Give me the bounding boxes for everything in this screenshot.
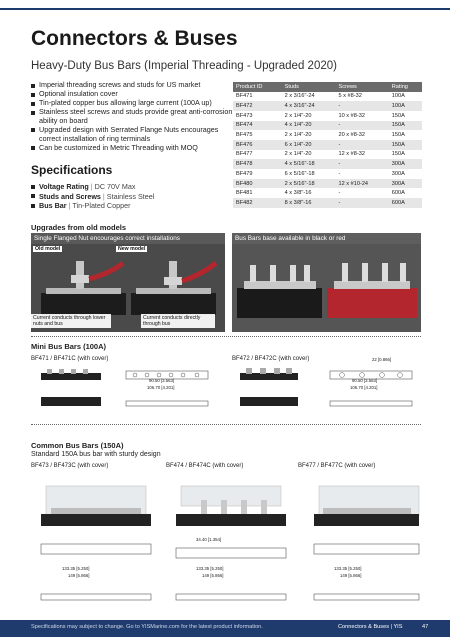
dimension-label: 133.35 [5.250] — [334, 566, 362, 571]
table-header: Product ID — [233, 82, 282, 92]
table-cell: BF480 — [233, 179, 282, 189]
table-cell: - — [336, 159, 389, 169]
dimension-label: 106.70 [4.201] — [350, 385, 378, 390]
dimension-label: 90.50 [3.563] — [149, 378, 175, 383]
common-bus-bar-drawings — [31, 472, 421, 614]
table-row — [233, 92, 422, 102]
table-cell: BF477 — [236, 151, 253, 158]
new-model-label: New model — [118, 246, 146, 252]
spec-separator: | — [90, 182, 93, 191]
table-header: Screws — [336, 82, 389, 92]
bf471-drawings — [31, 365, 221, 417]
page-title: Connectors & Buses — [31, 27, 238, 50]
table-cell: BF475 — [236, 132, 253, 139]
table-row — [233, 169, 422, 179]
table-cell: 20 x #8-32 — [338, 132, 365, 139]
table-row — [233, 150, 422, 160]
feature-item: Optional insulation cover — [31, 90, 236, 99]
photo-caption: Single Flanged Nut encourages correct installations — [31, 233, 225, 244]
dimension-label: 22 [0.866] — [372, 357, 392, 362]
dimension-label: 133.35 [5.250] — [62, 566, 90, 571]
table-cell: BF472 — [233, 101, 282, 111]
spec-value: Tin-Plated Copper — [72, 201, 131, 210]
table-cell: 10 x #8-32 — [338, 112, 365, 119]
table-cell: 600A — [391, 190, 405, 197]
table-cell: - — [338, 170, 341, 177]
table-cell: 5 x #8-32 — [338, 93, 362, 100]
footer-disclaimer: Specifications may subject to change. Go to YISMarine.com for the latest product information. — [31, 624, 263, 630]
table-row — [233, 188, 422, 198]
table-cell: 12 x #8-32 — [338, 151, 365, 158]
table-row — [233, 101, 422, 111]
feature-list — [31, 81, 236, 153]
model-label-bf474: BF474 / BF474C (with cover) — [166, 463, 244, 469]
feature-item: Stainless steel screws and studs provide great anti-corrosion ability on board — [31, 108, 236, 125]
table-cell: 4 x 1/4"-20 — [282, 121, 336, 131]
old-model-label: Old model — [35, 246, 61, 252]
table-header: Rating — [389, 82, 422, 92]
dimension-label: 149 [5.866] — [68, 573, 90, 578]
table-cell: BF479 — [236, 170, 253, 177]
dimension-label: 34.40 [1.354] — [196, 537, 222, 542]
dimension-label: 149 [5.866] — [202, 573, 224, 578]
specifications-heading: Specifications — [31, 163, 113, 177]
spec-item — [31, 182, 236, 192]
model-label-bf473: BF473 / BF473C (with cover) — [31, 463, 109, 469]
mini-bus-bars-heading: Mini Bus Bars (100A) — [31, 342, 107, 351]
table-cell: 4 x 5/16"-18 — [282, 159, 336, 169]
table-cell: 2 x 1/4"-20 — [284, 112, 312, 119]
table-row — [233, 111, 422, 121]
table-cell: 600A — [389, 198, 422, 208]
feature-item: Can be customized in Metric Threading with MOQ — [31, 144, 236, 153]
model-label-bf472: BF472 / BF472C (with cover) — [232, 356, 310, 362]
table-row — [233, 130, 422, 140]
feature-item: Imperial threading screws and studs for US market — [31, 81, 236, 90]
table-header-row — [233, 82, 422, 92]
spec-separator: | — [68, 201, 71, 210]
table-cell: 2 x 3/16"-24 — [284, 93, 315, 100]
page-footer — [0, 620, 450, 637]
table-cell: BF473 — [236, 112, 253, 119]
bf472-drawings — [232, 365, 422, 417]
common-bus-bars-heading: Common Bus Bars (150A) — [31, 441, 124, 450]
base-colors-photo — [232, 233, 421, 332]
table-cell: 2 x 5/16"-18 — [282, 179, 336, 189]
page-number: 47 — [422, 624, 429, 630]
table-cell: - — [338, 190, 341, 197]
table-cell: 100A — [391, 93, 405, 100]
spec-item — [31, 201, 236, 211]
table-row — [233, 121, 422, 131]
table-cell: 300A — [389, 179, 422, 189]
common-bus-bars-subtitle: Standard 150A bus bar with sturdy design — [31, 451, 161, 458]
table-cell: 4 x 3/8"-16 — [284, 190, 312, 197]
table-row — [233, 159, 422, 169]
table-row — [233, 140, 422, 150]
feature-item: Upgraded design with Serrated Flange Nuts encourages correct installation of ring terminals — [31, 126, 236, 143]
table-cell: BF474 — [233, 121, 282, 131]
table-cell: 2 x 1/4"-20 — [284, 151, 312, 158]
table-row — [233, 198, 422, 208]
product-table — [233, 82, 422, 208]
table-cell: BF471 — [236, 93, 253, 100]
table-cell: 150A — [391, 132, 405, 139]
table-cell: - — [336, 101, 389, 111]
spec-label: Voltage Rating — [39, 182, 89, 191]
table-cell: BF476 — [233, 140, 282, 150]
table-cell: BF478 — [233, 159, 282, 169]
old-vs-new-photo — [31, 233, 225, 332]
model-label-bf477: BF477 / BF477C (with cover) — [298, 463, 376, 469]
spec-item — [31, 192, 236, 202]
table-cell: 300A — [391, 170, 405, 177]
model-label-bf471: BF471 / BF471C (with cover) — [31, 356, 109, 362]
spec-label: Bus Bar — [39, 201, 67, 210]
table-header: Studs — [282, 82, 336, 92]
table-cell: BF482 — [233, 198, 282, 208]
top-accent-bar — [0, 0, 450, 10]
spec-value: Stainless Steel — [106, 191, 155, 201]
table-cell: 6 x 5/16"-18 — [284, 170, 315, 177]
section-divider — [31, 424, 421, 425]
page-subtitle: Heavy-Duty Bus Bars (Imperial Threading - Upgraded 2020) — [31, 60, 337, 72]
table-cell: 4 x 3/16"-24 — [282, 101, 336, 111]
section-divider — [31, 336, 421, 337]
upgrades-heading: Upgrades from old models — [31, 223, 127, 232]
table-cell: 150A — [391, 151, 405, 158]
spec-label: Studs and Screws — [39, 191, 101, 201]
table-cell: - — [336, 140, 389, 150]
new-model-note: Current conducts directly through bus — [141, 314, 215, 328]
old-model-note: Current conducts through lower nuts and bus — [31, 314, 111, 328]
table-cell: 8 x 3/8"-16 — [282, 198, 336, 208]
spec-separator: | — [102, 191, 105, 201]
dimension-label: 149 [5.866] — [340, 573, 362, 578]
table-cell: 2 x 1/4"-20 — [284, 132, 312, 139]
table-cell: - — [336, 198, 389, 208]
dimension-label: 106.70 [4.201] — [147, 385, 175, 390]
table-cell: 150A — [391, 112, 405, 119]
table-cell: 12 x #10-24 — [336, 179, 389, 189]
table-cell: 150A — [389, 121, 422, 131]
table-cell: 100A — [389, 101, 422, 111]
spec-value: DC 70V Max — [94, 182, 136, 191]
specifications-list — [31, 182, 236, 211]
photo-caption: Bus Bars base available in black or red — [232, 233, 421, 244]
feature-item: Tin-plated copper bus allowing large current (100A up) — [31, 99, 236, 108]
table-cell: BF481 — [236, 190, 253, 197]
footer-section: Connectors & Buses | YIS — [338, 624, 403, 630]
table-cell: 6 x 1/4"-20 — [282, 140, 336, 150]
table-cell: - — [336, 121, 389, 131]
dimension-label: 90.50 [3.563] — [352, 378, 378, 383]
table-row — [233, 179, 422, 189]
dimension-label: 133.35 [5.250] — [196, 566, 224, 571]
table-cell: 150A — [389, 140, 422, 150]
red-black-bus-bars-illustration — [232, 233, 421, 332]
table-cell: 300A — [389, 159, 422, 169]
